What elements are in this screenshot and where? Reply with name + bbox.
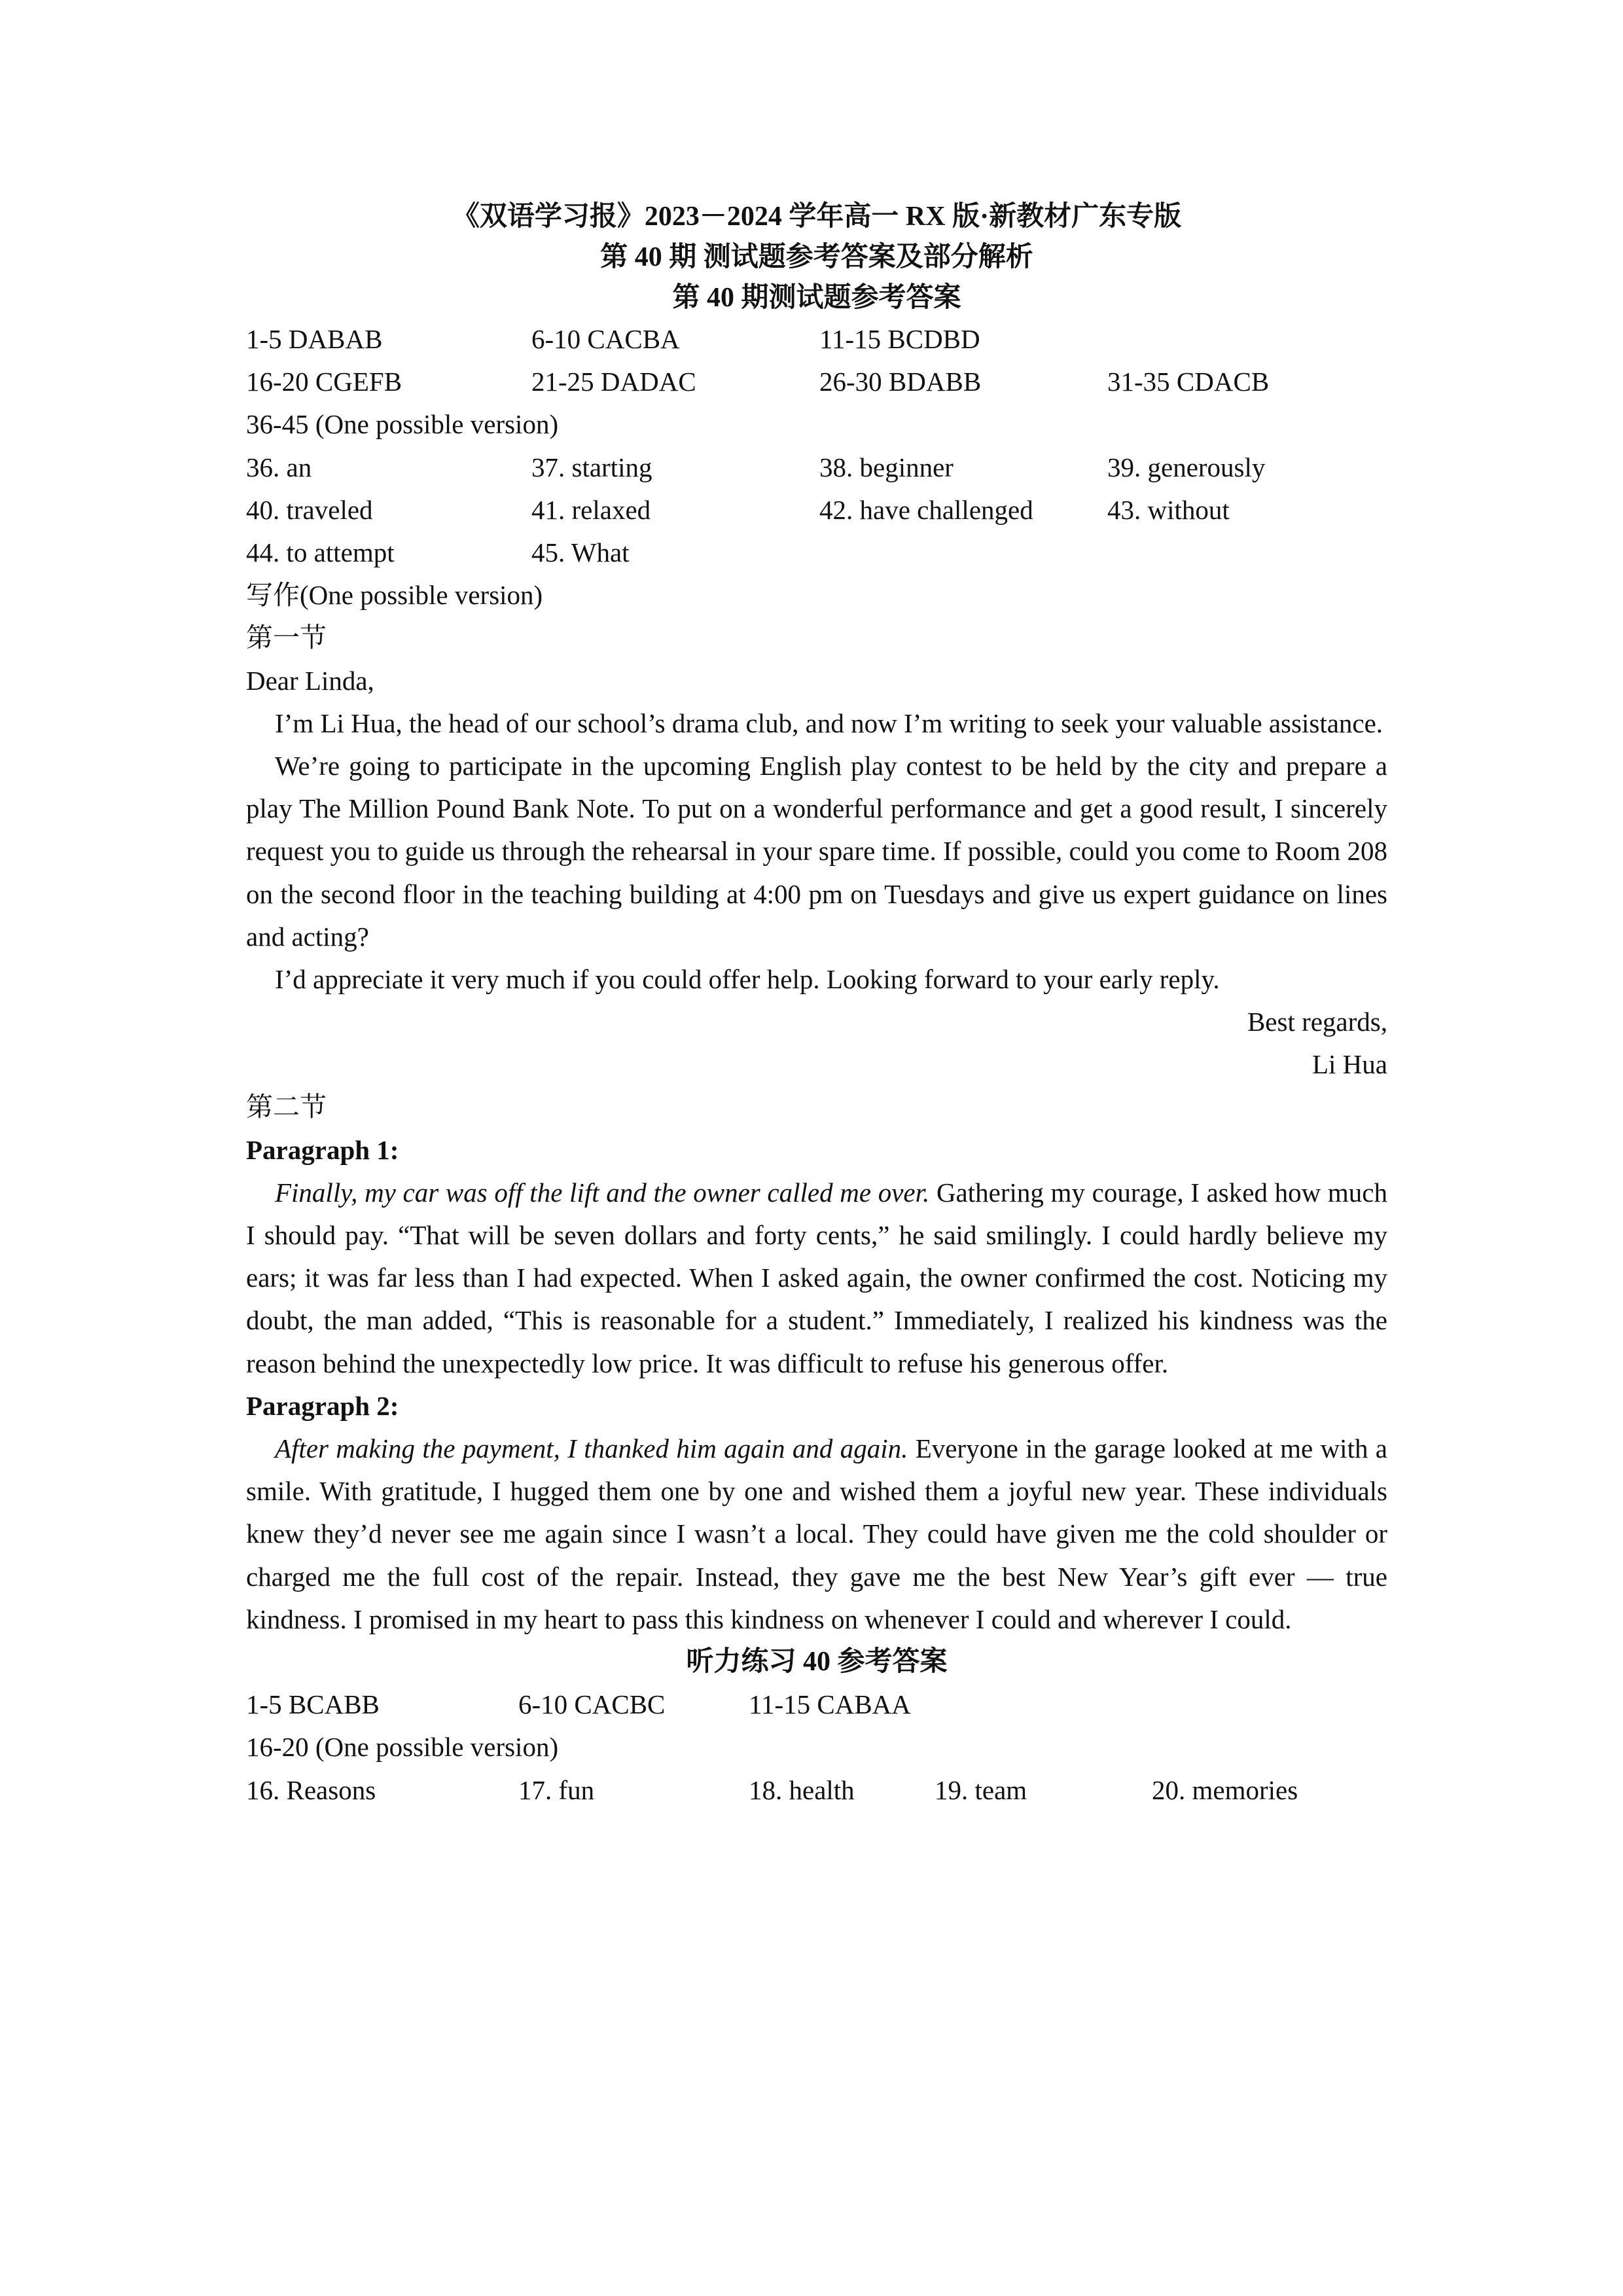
answer-group: 1-5 BCABB <box>246 1689 380 1720</box>
answer-row <box>246 489 1387 531</box>
letter-salutation: Dear Linda, <box>246 665 374 696</box>
paragraph-body: Gathering my courage, I asked how much I should pay. “That will be seven dollars and forty cents,” he said smilingly. I could hardly believe my ears; it was far less than I had expected. When I asked again, the owner confirmed the cost. Noticing my doubt, the man added, “This is reasonable for a student.” Immediately, I realized his kindness was the reason behind the unexpectedly low price. It was difficult to refuse his generous offer. <box>246 1177 1388 1378</box>
cloze-heading: 36-45 (One possible version) <box>246 409 559 440</box>
document-title: 《双语学习报》2023－2024 学年高一 RX 版·新教材广东专版 <box>452 202 1182 232</box>
section-one-heading: 第一节 <box>246 622 327 653</box>
answer-row <box>246 1683 1387 1726</box>
answer-group: 21-25 DADAC <box>531 367 696 397</box>
answer-row <box>246 531 1387 574</box>
listening-answers-heading: 听力练习 40 参考答案 <box>686 1647 948 1677</box>
cloze-answer: 42. have challenged <box>819 494 1033 525</box>
answer-group: 1-5 DABAB <box>246 324 383 354</box>
test-answers-heading: 第 40 期测试题参考答案 <box>672 283 961 313</box>
cloze-answer: 37. starting <box>531 452 652 482</box>
cloze-answer: 44. to attempt <box>246 537 395 567</box>
cloze-answer: 40. traveled <box>246 494 373 525</box>
answer-group: 6-10 CACBA <box>531 324 680 354</box>
answer-group: 26-30 BDABB <box>819 367 982 397</box>
answer-group: 11-15 BCDBD <box>819 324 980 354</box>
fill-answer: 16. Reasons <box>246 1774 376 1805</box>
cloze-answer: 43. without <box>1107 494 1230 525</box>
paragraph-one-label: Paragraph 1: <box>246 1134 399 1165</box>
listening-fill-heading: 16-20 (One possible version) <box>246 1732 559 1763</box>
given-opening-sentence: After making the payment, I thanked him again and again. <box>275 1433 908 1464</box>
answer-group: 31-35 CDACB <box>1107 367 1270 397</box>
cloze-answer: 39. generously <box>1107 452 1266 482</box>
fill-answer: 18. health <box>749 1774 855 1805</box>
writing-heading: 写作(One possible version) <box>246 580 543 611</box>
section-two-heading: 第二节 <box>246 1092 327 1122</box>
cloze-answer: 36. an <box>246 452 312 482</box>
cloze-answer: 45. What <box>531 537 630 567</box>
letter-paragraph: I’d appreciate it very much if you could offer help. Looking forward to your early reply. <box>275 963 1220 994</box>
answer-group: 11-15 CABAA <box>749 1689 911 1720</box>
answer-row <box>246 318 1387 361</box>
letter-closing: Best regards, <box>1247 1007 1387 1037</box>
cloze-answer: 41. relaxed <box>531 494 651 525</box>
letter-signature: Li Hua <box>1312 1049 1387 1080</box>
fill-answer: 20. memories <box>1152 1774 1298 1805</box>
fill-answer: 19. team <box>935 1774 1027 1805</box>
paragraph-two-label: Paragraph 2: <box>246 1390 399 1421</box>
given-opening-sentence: Finally, my car was off the lift and the owner called me over. <box>275 1177 930 1208</box>
letter-paragraph: We’re going to participate in the upcoming English play contest to be held by the city and prepare a play The Million Pound Bank Note. To put on a wonderful performance and get a good result, I sincerely request you to guide us through the rehearsal in your spare time. If possible, could you come to Room 208 on the second floor in the teaching building at 4:00 pm on Tuesdays and give us expert guidance on lines and acting? <box>246 750 1387 952</box>
continuation-paragraph-one <box>246 1172 1387 1385</box>
letter-paragraph: I’m Li Hua, the head of our school’s drama club, and now I’m writing to seek your valuable assistance. <box>275 708 1383 738</box>
answer-row <box>246 446 1387 489</box>
answer-group: 16-20 CGEFB <box>246 367 402 397</box>
cloze-answer: 38. beginner <box>819 452 954 482</box>
paragraph-body: Everyone in the garage looked at me with a smile. With gratitude, I hugged them one by one and wished them a joyful new year. These individuals knew they’d never see me again since I wasn’t a local. They could have given me the cold shoulder or charged me the full cost of the repair. Instead, they gave me the best New Year’s gift ever — true kindness. I promised in my heart to pass this kindness on whenever I could and wherever I could. <box>246 1433 1387 1634</box>
answer-group: 6-10 CACBC <box>518 1689 666 1720</box>
continuation-paragraph-two <box>246 1427 1387 1641</box>
answer-row <box>246 361 1387 403</box>
document-subtitle: 第 40 期 测试题参考答案及部分解析 <box>600 242 1033 272</box>
answer-sheet-page <box>246 196 1387 1812</box>
answer-row <box>246 1769 1387 1812</box>
fill-answer: 17. fun <box>518 1774 595 1805</box>
